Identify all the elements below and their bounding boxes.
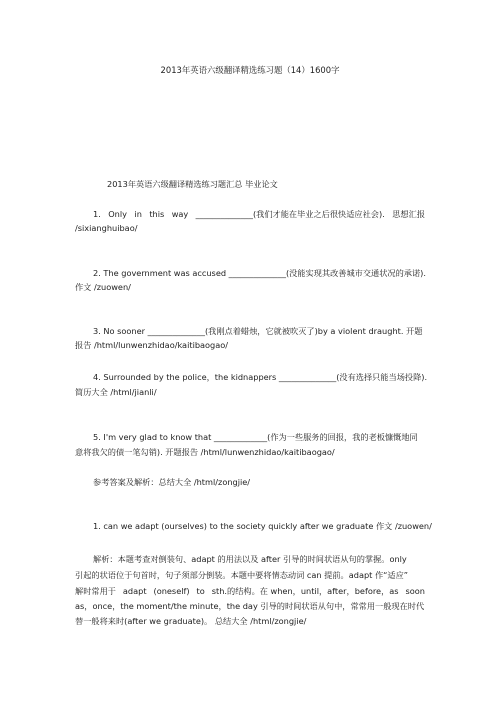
question-5-line-1: 5. I'm very glad to know that _____________(作为一些服务的回报，我的老板慷慨地同: [93, 432, 418, 442]
explanation-line-5: 替一般将来时(after we graduate)。 总结大全 /html/zongjie/: [75, 616, 307, 626]
explanation-word: adapt: [122, 586, 147, 596]
question-5-line-2: 意将我欠的债一笔勾销). 开题报告 /html/lunwenzhidao/kaitibaogao/: [75, 447, 335, 457]
explanation-line-4: as，once，the moment/the minute，the day 引导的时间状语从句中，常常用一般现在时代: [75, 601, 425, 611]
question-4-line-1: 4. Surrounded by the police，the kidnappers ______________(没有选择只能当场投降).: [93, 372, 428, 382]
question-1-line-2: /sixianghuibao/: [75, 223, 138, 233]
q1-word: way: [171, 209, 189, 219]
q1-word: in: [134, 209, 142, 219]
explanation-word: soon: [405, 586, 425, 596]
question-1-line-1: [93, 208, 425, 220]
explanation-word: sth.的结构。在 when，until，after，before，as: [211, 586, 399, 596]
q1-word: Only: [108, 209, 127, 219]
explanation-word: to: [196, 586, 205, 596]
question-2-line-1: 2. The government was accused ______________(没能实现其改善城市交通状况的承诺).: [93, 268, 426, 278]
q1-word: ______________(我们才能在毕业之后很快适应社会).: [195, 209, 385, 219]
explanation-line-2: 引起的状语位于句首时，句子须部分倒装。本题中要将情态动词 can 提前。adapt 作“适应”: [75, 570, 409, 580]
document-title: 2013年英语六级翻译精选练习题（14）1600字: [160, 65, 340, 75]
explanation-word: (oneself): [153, 586, 190, 596]
question-3-line-1: 3. No sooner ______________(我刚点着蜡烛，它就被吹灭了)by a violent draught. 开题: [93, 326, 423, 336]
question-4-line-2: 简历大全 /html/jianli/: [75, 387, 157, 397]
q1-word: 思想汇报: [392, 209, 425, 219]
explanation-word: 解时常用于: [75, 586, 116, 596]
answer-header: 参考答案及解析：总结大全 /html/zongjie/: [93, 477, 251, 487]
answer-1: 1. can we adapt (ourselves) to the society quickly after we graduate 作文 /zuowen/: [93, 521, 432, 531]
document-subtitle: 2013年英语六级翻译精选练习题汇总 毕业论文: [107, 179, 278, 189]
q1-word: 1.: [93, 209, 101, 219]
q1-word: this: [149, 209, 165, 219]
question-3-line-2: 报告 /html/lunwenzhidao/kaitibaogao/: [75, 340, 229, 350]
explanation-line-1: 解析：本题考查对倒装句、adapt 的用法以及 after 引导的时间状语从句的掌握。only: [93, 554, 407, 564]
question-2-line-2: 作文 /zuowen/: [75, 282, 131, 292]
explanation-line-3: [75, 585, 425, 597]
